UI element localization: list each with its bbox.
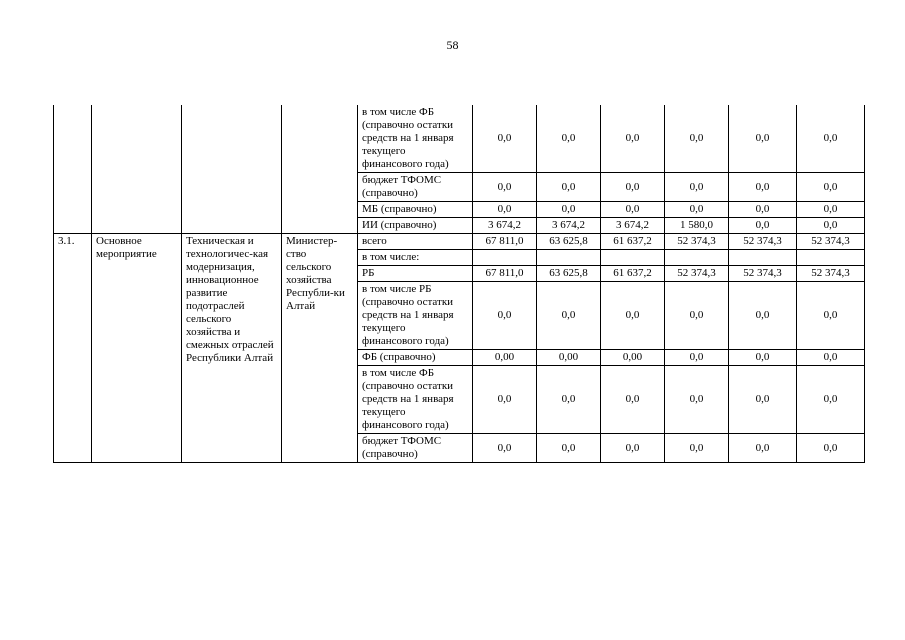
value-cell xyxy=(665,250,729,266)
value-cell: 0,0 xyxy=(729,173,797,202)
value-cell: 0,0 xyxy=(729,202,797,218)
value-cell: 0,0 xyxy=(537,282,601,350)
value-cell: 0,0 xyxy=(797,202,865,218)
budget-table xyxy=(53,105,865,463)
value-cell: 52 374,3 xyxy=(729,234,797,250)
table-row xyxy=(54,105,865,173)
value-cell: 0,0 xyxy=(797,105,865,173)
value-cell: 1 580,0 xyxy=(665,218,729,234)
value-cell: 0,0 xyxy=(601,282,665,350)
value-cell: 0,0 xyxy=(797,282,865,350)
value-cell: 0,0 xyxy=(537,434,601,463)
value-cell: 0,0 xyxy=(729,105,797,173)
value-cell: 0,0 xyxy=(601,105,665,173)
value-cell: 0,0 xyxy=(601,366,665,434)
value-cell: 0,0 xyxy=(601,434,665,463)
value-cell: 0,0 xyxy=(729,218,797,234)
value-cell: 0,0 xyxy=(601,173,665,202)
funding-source-cell: в том числе ФБ (справочно остатки средств на 1 января текущего финансового года) xyxy=(358,366,473,434)
value-cell: 61 637,2 xyxy=(601,234,665,250)
value-cell: 52 374,3 xyxy=(729,266,797,282)
funding-source-cell: ИИ (справочно) xyxy=(358,218,473,234)
value-cell: 0,00 xyxy=(601,350,665,366)
empty-type-cell xyxy=(92,105,182,234)
value-cell: 63 625,8 xyxy=(537,234,601,250)
value-cell: 0,0 xyxy=(729,434,797,463)
value-cell: 0,0 xyxy=(729,350,797,366)
value-cell: 0,0 xyxy=(601,202,665,218)
funding-source-cell: в том числе ФБ (справочно остатки средств на 1 января текущего финансового года) xyxy=(358,105,473,173)
value-cell: 0,0 xyxy=(473,282,537,350)
value-cell: 3 674,2 xyxy=(473,218,537,234)
funding-source-cell: РБ xyxy=(358,266,473,282)
value-cell: 0,0 xyxy=(729,366,797,434)
value-cell: 52 374,3 xyxy=(665,234,729,250)
value-cell: 0,0 xyxy=(797,218,865,234)
item-number-cell: 3.1. xyxy=(54,234,92,463)
value-cell: 0,0 xyxy=(665,366,729,434)
value-cell: 0,00 xyxy=(537,350,601,366)
value-cell: 0,0 xyxy=(665,202,729,218)
funding-source-cell: бюджет ТФОМС (справочно) xyxy=(358,434,473,463)
value-cell: 0,0 xyxy=(665,105,729,173)
funding-source-cell: в том числе: xyxy=(358,250,473,266)
value-cell: 0,0 xyxy=(729,282,797,350)
value-cell: 0,0 xyxy=(797,366,865,434)
value-cell xyxy=(473,250,537,266)
empty-number-cell xyxy=(54,105,92,234)
value-cell: 0,0 xyxy=(665,434,729,463)
funding-source-cell: МБ (справочно) xyxy=(358,202,473,218)
table-row xyxy=(54,234,865,250)
value-cell: 0,0 xyxy=(797,350,865,366)
value-cell xyxy=(537,250,601,266)
value-cell: 0,0 xyxy=(473,202,537,218)
value-cell xyxy=(729,250,797,266)
value-cell: 61 637,2 xyxy=(601,266,665,282)
value-cell: 0,0 xyxy=(665,350,729,366)
value-cell: 3 674,2 xyxy=(601,218,665,234)
value-cell: 0,0 xyxy=(537,105,601,173)
value-cell: 63 625,8 xyxy=(537,266,601,282)
item-name-cell: Техническая и технологичес-кая модернизация, инновационное развитие подотраслей сельского хозяйства и смежных отраслей Республики Алтай xyxy=(182,234,282,463)
value-cell: 52 374,3 xyxy=(797,234,865,250)
value-cell: 52 374,3 xyxy=(665,266,729,282)
value-cell xyxy=(601,250,665,266)
value-cell: 0,0 xyxy=(797,434,865,463)
value-cell: 0,0 xyxy=(473,366,537,434)
value-cell: 0,0 xyxy=(665,173,729,202)
value-cell: 3 674,2 xyxy=(537,218,601,234)
funding-source-cell: бюджет ТФОМС (справочно) xyxy=(358,173,473,202)
empty-name-cell xyxy=(182,105,282,234)
value-cell: 0,0 xyxy=(473,434,537,463)
funding-source-cell: ФБ (справочно) xyxy=(358,350,473,366)
empty-executor-cell xyxy=(282,105,358,234)
value-cell: 52 374,3 xyxy=(797,266,865,282)
value-cell xyxy=(797,250,865,266)
value-cell: 0,00 xyxy=(473,350,537,366)
funding-source-cell: всего xyxy=(358,234,473,250)
value-cell: 0,0 xyxy=(797,173,865,202)
page-number: 58 xyxy=(446,38,459,52)
value-cell: 0,0 xyxy=(473,105,537,173)
value-cell: 67 811,0 xyxy=(473,234,537,250)
value-cell: 0,0 xyxy=(537,173,601,202)
value-cell: 0,0 xyxy=(537,366,601,434)
value-cell: 67 811,0 xyxy=(473,266,537,282)
funding-source-cell: в том числе РБ (справочно остатки средств на 1 января текущего финансового года) xyxy=(358,282,473,350)
value-cell: 0,0 xyxy=(473,173,537,202)
value-cell: 0,0 xyxy=(537,202,601,218)
item-executor-cell: Министер-ство сельского хозяйства Республи-ки Алтай xyxy=(282,234,358,463)
item-type-cell: Основное мероприятие xyxy=(92,234,182,463)
value-cell: 0,0 xyxy=(665,282,729,350)
